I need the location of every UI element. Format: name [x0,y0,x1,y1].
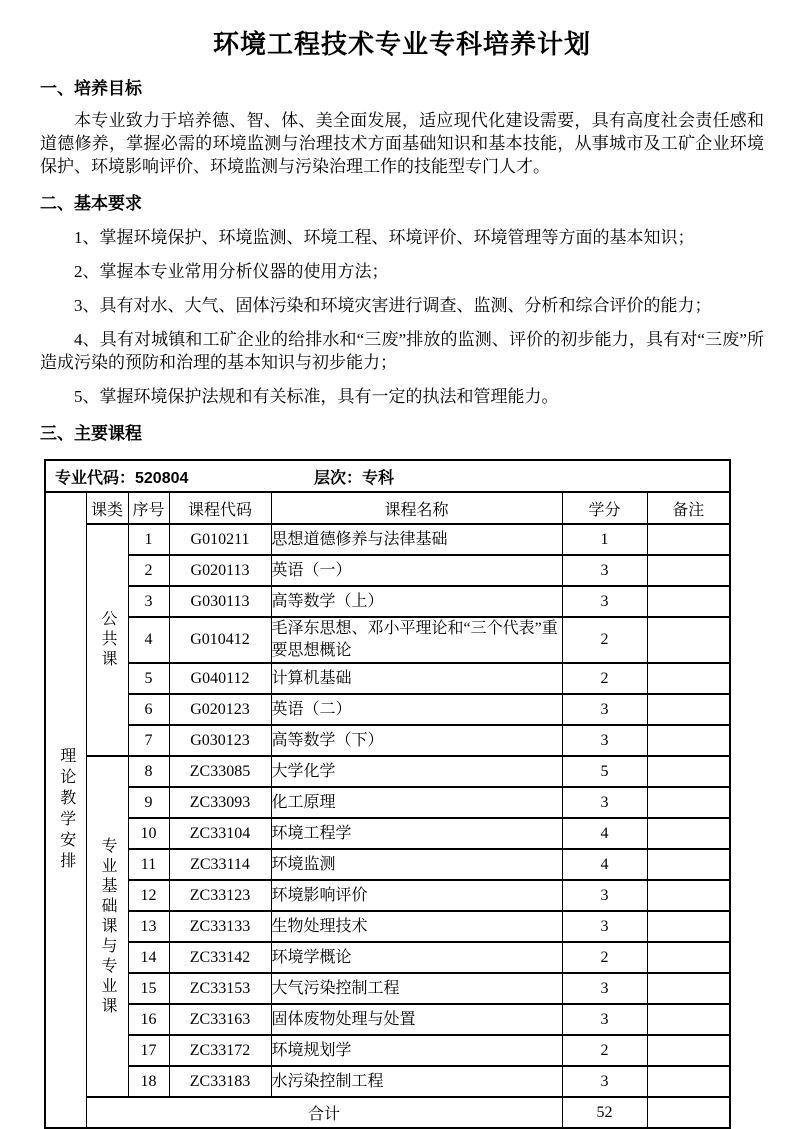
side-label-cell [45,492,86,1128]
course-seq: 10 [128,818,169,849]
meta-cell [45,460,730,492]
course-code: ZC33163 [169,1004,271,1035]
course-credits: 3 [562,973,647,1004]
course-row [45,694,730,725]
course-row [45,1035,730,1066]
course-remark [647,694,730,725]
course-name: 毛泽东思想、邓小平理论和“三个代表”重要思想概论 [271,617,562,663]
requirement-item: 2、掌握本专业常用分析仪器的使用方法； [74,262,389,281]
course-name: 环境规划学 [271,1035,562,1066]
course-code: ZC33085 [169,756,271,787]
course-credits: 3 [562,1066,647,1097]
total-row [45,1097,730,1128]
course-seq: 15 [128,973,169,1004]
course-row [45,818,730,849]
course-seq: 7 [128,725,169,756]
course-credits: 4 [562,849,647,880]
course-seq: 2 [128,555,169,586]
course-credits: 2 [562,1035,647,1066]
course-name: 高等数学（上） [271,586,562,617]
header-credits: 学分 [562,492,647,524]
header-category: 课类 [86,492,128,524]
course-name: 固体废物处理与处置 [271,1004,562,1035]
course-name: 高等数学（下） [271,725,562,756]
course-remark [647,787,730,818]
group-public-cell [86,524,128,756]
course-row [45,524,730,555]
page-title: 环境工程技术专业专科培养计划 [212,29,591,59]
table-header-row [45,492,730,524]
group-professional-label: 专业基础课与专业课 [99,836,116,1017]
course-seq: 12 [128,880,169,911]
course-credits: 3 [562,787,647,818]
course-seq: 4 [128,617,169,663]
major-code-label: 专业代码：520804 [55,469,189,487]
course-code: ZC33133 [169,911,271,942]
course-seq: 13 [128,911,169,942]
group-professional-cell [86,756,128,1097]
header-code: 课程代码 [169,492,271,524]
section1-body: 本专业致力于培养德、智、体、美全面发展，适应现代化建设需要，具有高度社会责任感和道德修养，掌握必需的环境监测与治理技术方面基础知识和基本技能，从事城市及工矿企业环境保护、环境影响评价、环境监测与污染治理工作的技能型专门人才。 [40,111,764,176]
course-seq: 17 [128,1035,169,1066]
course-code: G020113 [169,555,271,586]
course-row [45,1004,730,1035]
course-name: 水污染控制工程 [271,1066,562,1097]
course-row [45,756,730,787]
course-credits: 2 [562,942,647,973]
course-row [45,617,730,663]
course-row [45,942,730,973]
course-remark [647,911,730,942]
course-code: ZC33114 [169,849,271,880]
course-remark [647,663,730,694]
course-remark [647,586,730,617]
course-credits: 3 [562,1004,647,1035]
course-credits: 1 [562,524,647,555]
course-code: G020123 [169,694,271,725]
course-row [45,849,730,880]
group-public-label: 公共课 [99,610,116,670]
course-remark [647,849,730,880]
course-seq: 5 [128,663,169,694]
course-code: ZC33093 [169,787,271,818]
course-code: ZC33104 [169,818,271,849]
table-meta-row [45,460,730,492]
course-code: ZC33172 [169,1035,271,1066]
course-name: 环境工程学 [271,818,562,849]
requirement-item: 1、掌握环境保护、环境监测、环境工程、环境评价、环境管理等方面的基本知识； [74,228,695,247]
course-remark [647,942,730,973]
course-remark [647,756,730,787]
course-remark [647,1035,730,1066]
course-row [45,725,730,756]
course-code: ZC33183 [169,1066,271,1097]
course-credits: 5 [562,756,647,787]
course-name: 化工原理 [271,787,562,818]
course-row [45,973,730,1004]
course-remark [647,555,730,586]
requirement-item: 3、具有对水、大气、固体污染和环境灾害进行调查、监测、分析和综合评价的能力； [74,296,712,315]
course-code: ZC33142 [169,942,271,973]
requirement-item: 4、具有对城镇和工矿企业的给排水和“三废”排放的监测、评价的初步能力，具有对“三废”所造成污染的预防和治理的基本知识与初步能力； [40,330,764,372]
course-remark [647,725,730,756]
course-name: 计算机基础 [271,663,562,694]
course-row [45,1066,730,1097]
course-name: 环境影响评价 [271,880,562,911]
course-name: 英语（二） [271,694,562,725]
course-code: G030113 [169,586,271,617]
total-remark [647,1097,730,1128]
section3-heading: 三、主要课程 [40,424,142,443]
course-remark [647,524,730,555]
course-seq: 1 [128,524,169,555]
course-code: G010211 [169,524,271,555]
course-seq: 14 [128,942,169,973]
course-name: 英语（一） [271,555,562,586]
course-credits: 3 [562,586,647,617]
course-credits: 4 [562,818,647,849]
header-remarks: 备注 [647,492,730,524]
course-code: G010412 [169,617,271,663]
course-credits: 3 [562,880,647,911]
course-seq: 11 [128,849,169,880]
course-row [45,663,730,694]
course-name: 环境监测 [271,849,562,880]
section1-heading: 一、培养目标 [40,79,142,98]
course-credits: 3 [562,555,647,586]
course-credits: 3 [562,911,647,942]
course-code: ZC33153 [169,973,271,1004]
course-seq: 8 [128,756,169,787]
course-row [45,586,730,617]
total-label: 合计 [86,1097,562,1128]
total-credits: 52 [562,1097,647,1128]
course-row [45,555,730,586]
course-row [45,880,730,911]
course-code: ZC33123 [169,880,271,911]
course-name: 思想道德修养与法律基础 [271,524,562,555]
course-table [44,459,731,1129]
course-code: G030123 [169,725,271,756]
course-seq: 3 [128,586,169,617]
course-remark [647,1066,730,1097]
course-row [45,911,730,942]
course-seq: 18 [128,1066,169,1097]
level-label: 层次：专科 [314,469,395,487]
requirement-item: 5、掌握环境保护法规和有关标准，具有一定的执法和管理能力。 [74,387,559,406]
course-name: 大气污染控制工程 [271,973,562,1004]
header-name: 课程名称 [271,492,562,524]
course-credits: 3 [562,694,647,725]
course-code: G040112 [169,663,271,694]
course-credits: 3 [562,725,647,756]
section2-heading: 二、基本要求 [40,194,142,213]
course-remark [647,973,730,1004]
course-row [45,787,730,818]
course-remark [647,1004,730,1035]
course-seq: 16 [128,1004,169,1035]
course-remark [647,880,730,911]
course-remark [647,818,730,849]
side-label: 理论教学安排 [57,747,75,873]
course-name: 大学化学 [271,756,562,787]
course-name: 环境学概论 [271,942,562,973]
course-remark [647,617,730,663]
course-seq: 9 [128,787,169,818]
course-credits: 2 [562,617,647,663]
header-seq: 序号 [128,492,169,524]
course-seq: 6 [128,694,169,725]
course-credits: 2 [562,663,647,694]
course-name: 生物处理技术 [271,911,562,942]
